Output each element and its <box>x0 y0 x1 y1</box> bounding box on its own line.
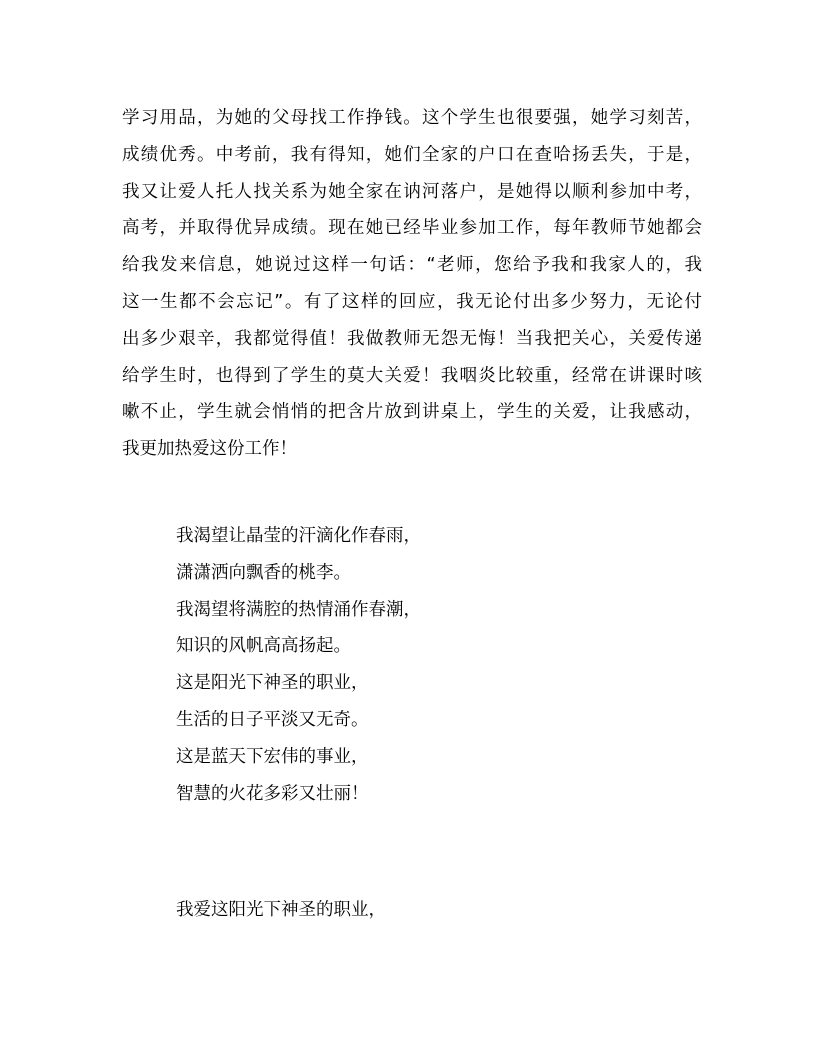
poem-line: 生活的日子平淡又无奇。 <box>176 709 369 730</box>
paragraph-line: 我又让爱人托人找关系为她全家在讷河落户，是她得以顺利参加中考， <box>122 181 702 202</box>
paragraph-line: 成绩优秀。中考前，我有得知，她们全家的户口在查哈扬丢失，于是， <box>122 144 702 165</box>
paragraph-line: 我更加热爱这份工作！ <box>122 439 297 460</box>
poem-line: 智慧的火花多彩又壮丽！ <box>176 783 369 804</box>
poem-line: 潇潇洒向飘香的桃李。 <box>176 562 351 583</box>
paragraph-line: 出多少艰辛，我都觉得值！我做教师无怨无悔！当我把关心，关爱传递 <box>122 328 702 349</box>
poem-line: 这是阳光下神圣的职业， <box>176 673 369 694</box>
paragraph-line: 学习用品，为她的父母找工作挣钱。这个学生也很要强，她学习刻苦， <box>122 108 702 128</box>
poem-line: 这是蓝天下宏伟的事业， <box>176 746 369 767</box>
paragraph-line: 嗽不止，学生就会悄悄的把含片放到讲桌上，学生的关爱，让我感动， <box>122 402 702 423</box>
poem-line: 我渴望让晶莹的汗滴化作春雨， <box>176 526 421 546</box>
paragraph-line: 高考，并取得优异成绩。现在她已经毕业参加工作，每年教师节她都会 <box>122 218 702 239</box>
closing-poem-line: 我爱这阳光下神圣的职业， <box>176 900 386 920</box>
poem-stanza <box>176 518 421 812</box>
paragraph-line: 这一生都不会忘记”。有了这样的回应，我无论付出多少努力，无论付 <box>122 291 702 312</box>
poem-line: 知识的风帆高高扬起。 <box>176 636 351 657</box>
paragraph-line: 给我发来信息，她说过这样一句话：“老师，您给予我和我家人的，我 <box>122 255 702 276</box>
body-paragraph <box>122 100 702 468</box>
poem-line: 我渴望将满腔的热情涌作春潮， <box>176 599 421 620</box>
paragraph-line: 给学生时，也得到了学生的莫大关爱！我咽炎比较重，经常在讲课时咳 <box>122 365 702 386</box>
